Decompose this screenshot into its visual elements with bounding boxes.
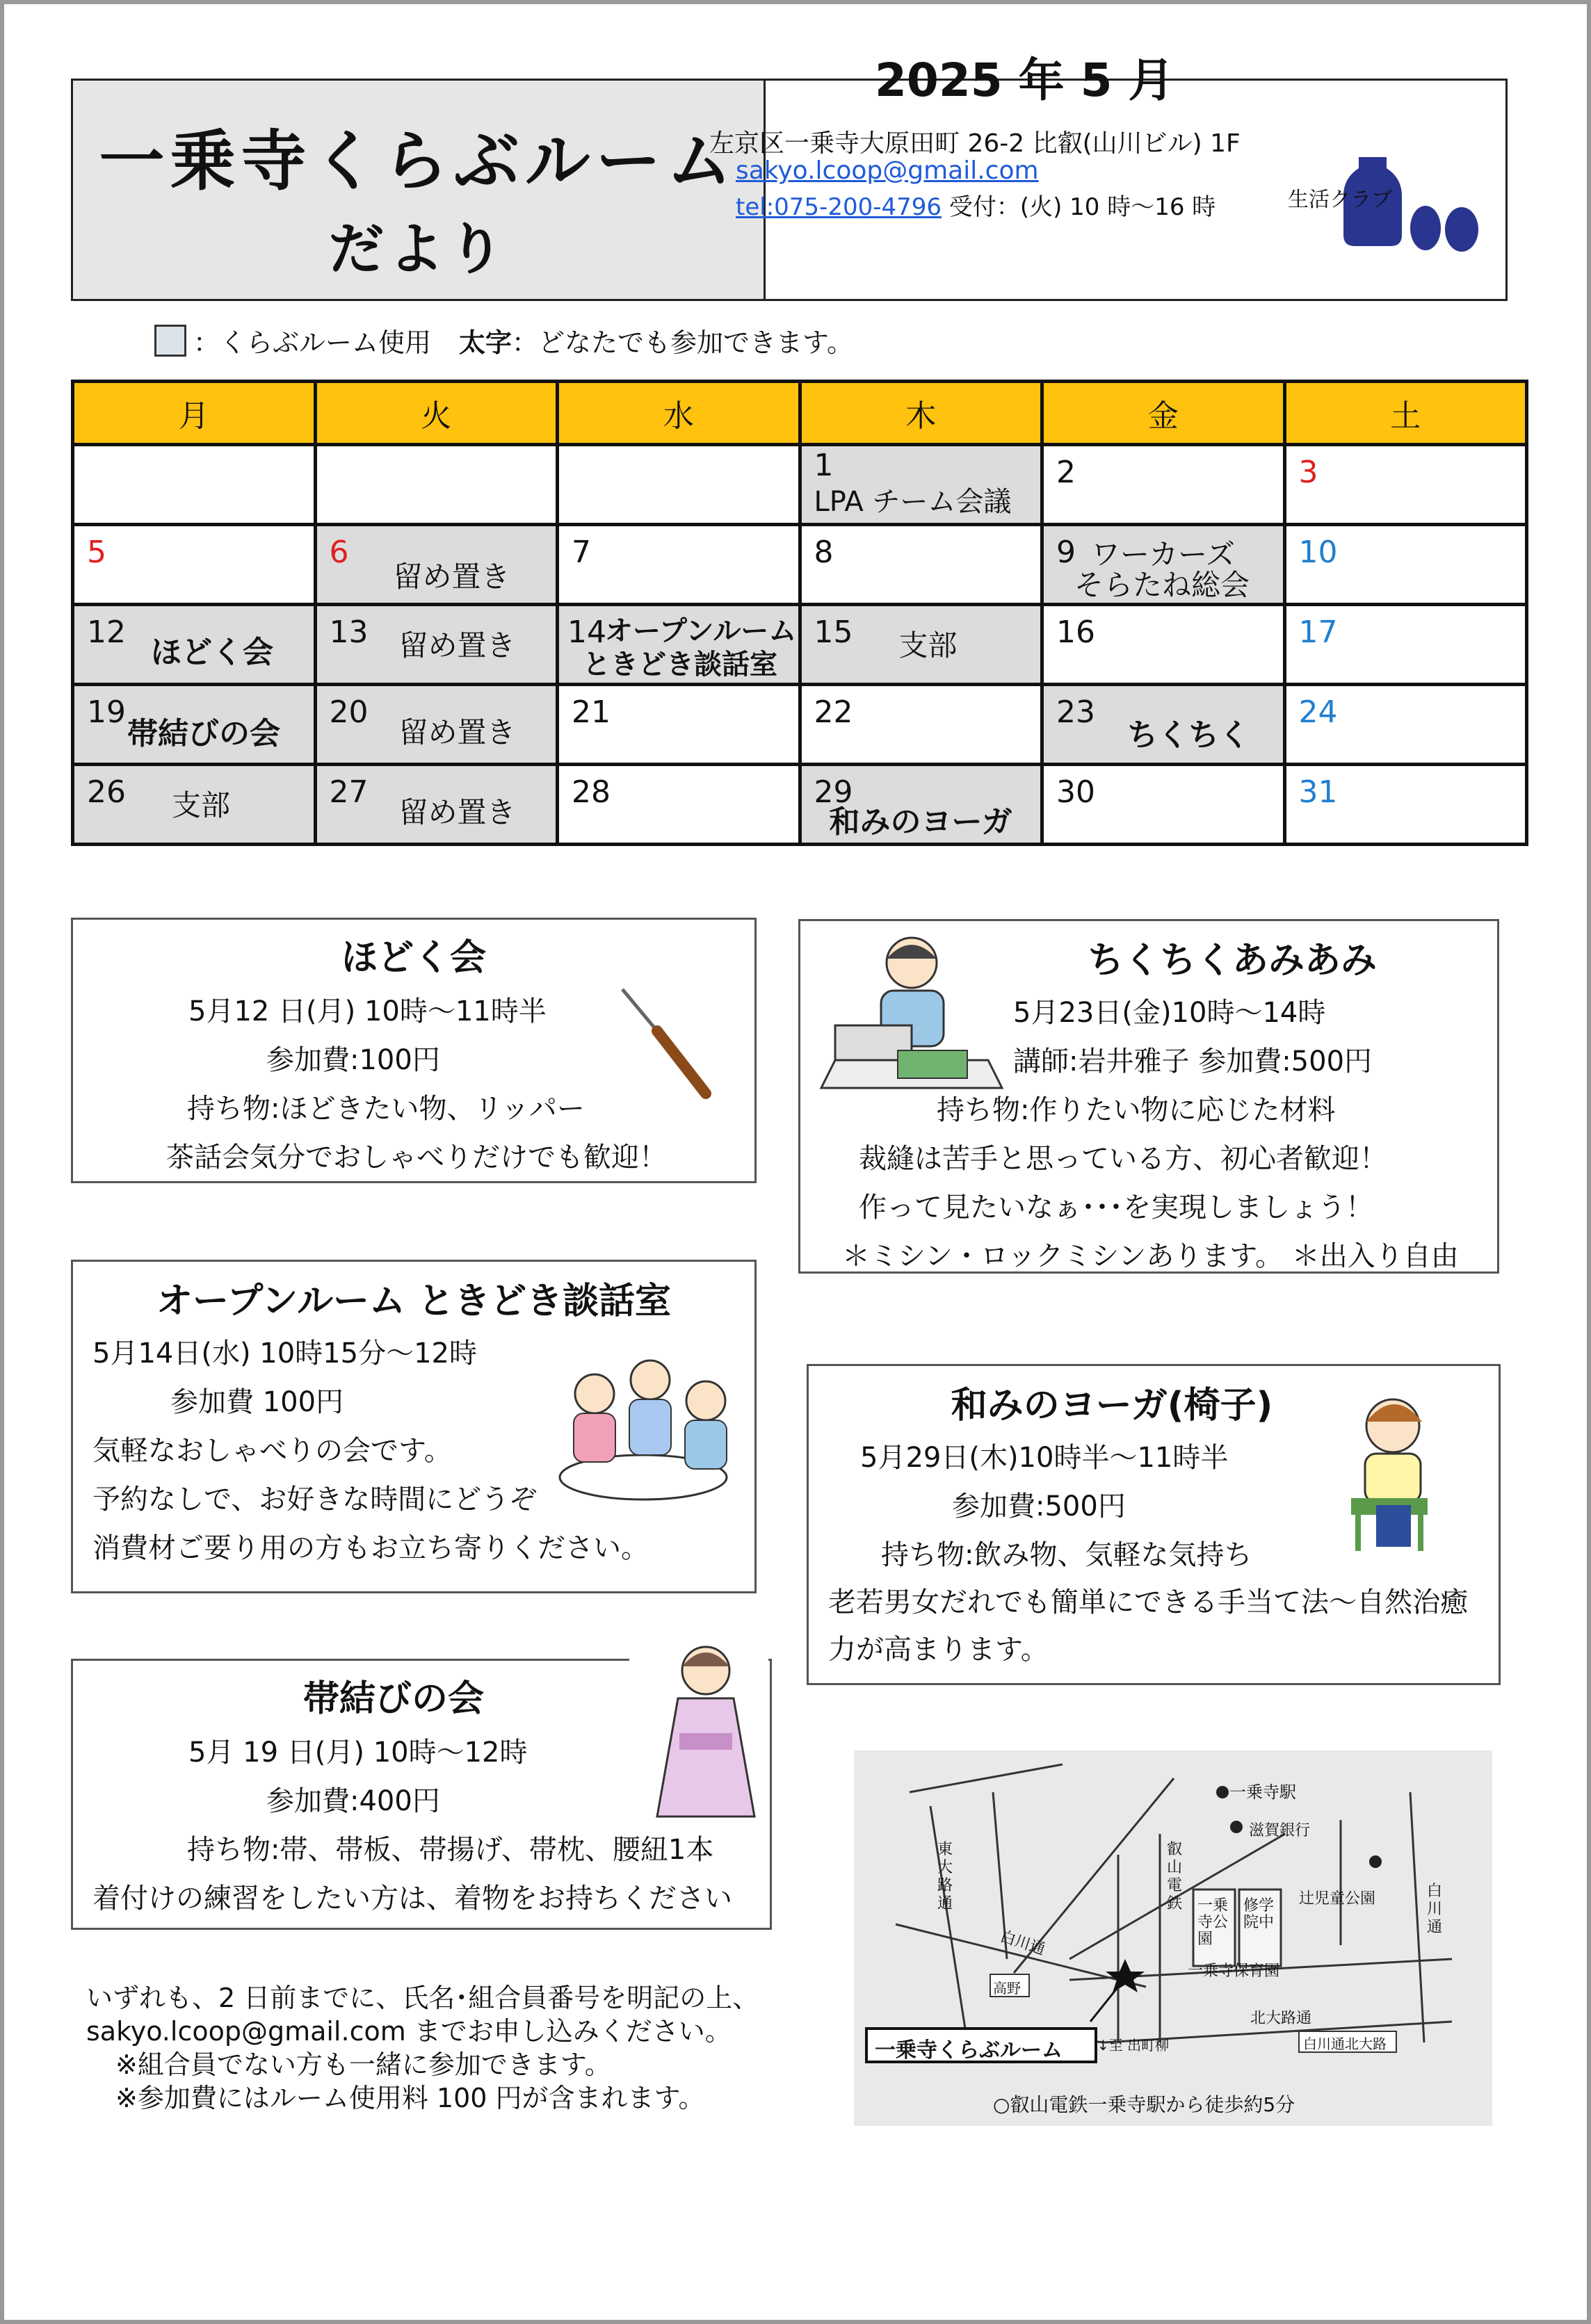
day-number: 23 <box>1056 694 1095 730</box>
day-number: 5 <box>87 535 106 570</box>
calendar-cell <box>558 445 800 525</box>
calendar-cell <box>1042 525 1285 605</box>
openroom-title: オープンルーム ときどき談話室 <box>156 1281 672 1322</box>
calendar-event: 支部 <box>172 788 231 822</box>
calendar-cell <box>315 525 558 605</box>
map-station-label: 一乗寺駅 <box>1229 1782 1296 1802</box>
sewing-person-icon <box>814 928 1009 1095</box>
yoga-box <box>807 1364 1501 1685</box>
calendar-cell <box>73 445 316 525</box>
map-roads <box>854 1750 1492 2126</box>
issue-month: 2025 年 5 月 <box>875 54 1174 107</box>
calendar-event: 和みのヨーガ <box>829 804 1012 840</box>
openroom-line3: 消費材ご要り用の方もお立ち寄りください。 <box>92 1532 649 1564</box>
hodoku-note: 茶話会気分でおしゃべりだけでも歓迎！ <box>166 1141 667 1173</box>
weekday-thu: 木 <box>800 382 1042 445</box>
weekday-fri: 金 <box>1042 382 1285 445</box>
calendar-cell <box>1042 765 1285 845</box>
calendar-cell <box>1284 445 1527 525</box>
email-link[interactable]: sakyo.lcoop@gmail.com <box>736 156 1039 185</box>
hodoku-title: ほどく会 <box>341 937 486 979</box>
logo-caption: 生活クラブ <box>1288 188 1392 212</box>
day-number: 17 <box>1298 615 1338 650</box>
chikuchiku-note2: 作って見たいなぁ･･･を実現しましょう！ <box>859 1192 1373 1224</box>
calendar-cell <box>1284 765 1527 845</box>
calendar-cell <box>800 525 1042 605</box>
map-bank-label: 滋賀銀行 <box>1249 1822 1311 1839</box>
calendar-cell <box>315 765 558 845</box>
calendar-event: 帯結びの会 <box>127 716 280 751</box>
map-park2-label: 辻児童公園 <box>1299 1890 1376 1908</box>
calendar-event: ワーカーズ <box>1091 537 1236 571</box>
map-takano-label: 高野 <box>993 1980 1021 1997</box>
calendar-cell <box>73 685 316 765</box>
openroom-line2: 予約なしで、お好きな時間にどうぞ <box>92 1484 538 1516</box>
chikuchiku-date: 5月23日(金)10時～14時 <box>1013 997 1326 1029</box>
map-shirakawa-vertical-label: 白川通 <box>1427 1883 1443 1936</box>
obi-box <box>71 1659 772 1930</box>
footer-line: ※組合員でない方も一緒に参加できます。 <box>115 2049 611 2080</box>
kimono-woman-icon <box>629 1636 768 1823</box>
obi-fee: 参加費:400円 <box>266 1785 440 1817</box>
obi-note: 着付けの練習をしたい方は、着物をお持ちください <box>92 1883 732 1915</box>
obi-title: 帯結びの会 <box>302 1678 484 1720</box>
calendar-event: 支部 <box>898 628 958 663</box>
day-number: 30 <box>1056 774 1095 810</box>
calendar-event: ほどく会 <box>151 635 273 670</box>
hodoku-items: 持ち物:ほどきたい物、リッパー <box>187 1093 585 1125</box>
access-map <box>854 1750 1492 2126</box>
calendar-event-line2: そらたね総会 <box>1074 568 1250 602</box>
calendar-week <box>73 685 1527 765</box>
calendar-week <box>73 525 1527 605</box>
calendar-cell <box>315 605 558 685</box>
calendar-cell <box>1042 605 1285 685</box>
day-number: 1 <box>814 448 834 483</box>
calendar-event: ちくちく <box>1127 717 1250 753</box>
legend <box>154 321 853 359</box>
yoga-line1: 老若男女だれでも簡単にできる手当て法～自然治癒 <box>828 1586 1468 1618</box>
calendar-event: 留め置き <box>398 715 516 749</box>
calendar-cell <box>800 605 1042 685</box>
day-number: 2 <box>1056 455 1076 490</box>
calendar-cell <box>1284 605 1527 685</box>
map-nursery-label: 一乗寺保育園 <box>1188 1963 1280 1980</box>
day-number: 6 <box>329 535 349 570</box>
chikuchiku-items: 持ち物:作りたい物に応じた材料 <box>937 1094 1336 1126</box>
day-number: 26 <box>87 774 126 810</box>
chikuchiku-teacher: 講師:岩井雅子 参加費:500円 <box>1013 1046 1373 1078</box>
calendar-event: LPA チーム会議 <box>814 486 1012 518</box>
chair-yoga-icon <box>1316 1387 1455 1554</box>
day-number: 8 <box>814 535 834 570</box>
calendar-event: オープンルーム <box>605 615 797 647</box>
calendar-event: 留め置き <box>398 795 516 829</box>
calendar-cell <box>1042 445 1285 525</box>
yoga-fee: 参加費:500円 <box>952 1490 1126 1522</box>
calendar-event: 留め置き <box>393 560 510 594</box>
day-number: 28 <box>572 774 611 810</box>
chikuchiku-note1: 裁縫は苦手と思っている方、初心者歓迎！ <box>859 1143 1387 1175</box>
calendar-cell <box>1284 525 1527 605</box>
day-number: 27 <box>329 774 369 810</box>
newsletter-title: 一乗寺くらぶルーム <box>99 123 738 200</box>
day-number: 31 <box>1298 774 1338 810</box>
day-number: 7 <box>572 535 591 570</box>
day-number: 29 <box>814 774 853 810</box>
calendar-event-line2: ときどき談話室 <box>583 649 777 681</box>
map-eiden-label: 叡山電鉄 <box>1167 1841 1183 1912</box>
day-number: 24 <box>1298 694 1338 730</box>
map-demachi-label: ↓至 出町柳 <box>1097 2037 1170 2054</box>
openroom-line1: 気軽なおしゃべりの会です。 <box>92 1435 452 1467</box>
calendar-event: 留め置き <box>398 628 516 663</box>
newsletter-subtitle: だより <box>328 216 508 282</box>
day-number: 13 <box>329 615 369 650</box>
contact-row <box>736 188 1216 222</box>
map-kitaoji2-label: 白川通北大路 <box>1303 2035 1387 2052</box>
calendar-week <box>73 445 1527 525</box>
footer-notes <box>86 1981 759 2115</box>
seam-ripper-icon <box>615 982 720 1107</box>
legend-bold-label: 太字 <box>459 327 512 358</box>
obi-items: 持ち物:帯、帯板、帯揚げ、帯枕、腰紐1本 <box>187 1834 714 1866</box>
chikuchiku-box <box>798 919 1499 1274</box>
calendar-cell <box>73 765 316 845</box>
calendar-cell <box>73 605 316 685</box>
legend-room-use: ：くらぶルーム使用 <box>193 327 432 358</box>
day-number: 10 <box>1298 535 1338 570</box>
calendar-cell <box>800 685 1042 765</box>
legend-gray-box <box>154 325 186 357</box>
map-kitaoji-label: 北大路通 <box>1250 2010 1312 2027</box>
calendar-cell <box>558 765 800 845</box>
calendar-header-row <box>73 382 1527 445</box>
day-number: 15 <box>814 615 853 650</box>
chikuchiku-note3: ＊ミシン・ロックミシンあります。 ＊出入り自由 <box>842 1240 1459 1272</box>
header-title-panel <box>73 81 766 299</box>
calendar-cell <box>315 685 558 765</box>
calendar-cell <box>1042 685 1285 765</box>
tea-party-icon <box>546 1345 748 1505</box>
day-number: 20 <box>329 694 369 730</box>
address: 左京区一乗寺大原田町 26-2 比叡(山川ビル) 1F <box>709 129 1241 158</box>
yoga-title: 和みのヨーガ(椅子) <box>951 1385 1273 1427</box>
hodoku-date: 5月12 日(月) 10時～11時半 <box>188 996 547 1027</box>
chikuchiku-title: ちくちくあみあみ <box>1087 940 1377 982</box>
reception-hours: 受付：(火) 10 時～16 時 <box>948 193 1216 221</box>
map-park-label: 一乗寺公園 <box>1197 1897 1229 1948</box>
calendar-cell <box>558 685 800 765</box>
calendar-week <box>73 605 1527 685</box>
yoga-items: 持ち物:飲み物、気軽な気持ち <box>881 1539 1252 1571</box>
calendar-cell <box>558 525 800 605</box>
day-number: 19 <box>87 694 126 730</box>
openroom-box <box>71 1260 757 1593</box>
obi-date: 5月 19 日(月) 10時～12時 <box>188 1737 528 1769</box>
calendar-cell <box>800 445 1042 525</box>
tel-link[interactable]: tel:075-200-4796 <box>736 193 942 221</box>
hodoku-box <box>71 918 757 1183</box>
map-school-label: 修学院中 <box>1243 1897 1275 1931</box>
day-number: 22 <box>814 694 853 730</box>
weekday-wed: 水 <box>558 382 800 445</box>
day-number: 3 <box>1298 455 1318 490</box>
footer-line: いずれも、2 日前までに、氏名･組合員番号を明記の上、 <box>86 1983 759 2013</box>
calendar-cell <box>73 525 316 605</box>
calendar-cell <box>1284 685 1527 765</box>
footer-line: ※参加費にはルーム使用料 100 円が含まれます。 <box>115 2083 705 2113</box>
calendar-table <box>71 380 1528 846</box>
day-number: 16 <box>1056 615 1095 650</box>
map-shirakawa-label: 白川通 <box>998 1928 1047 1959</box>
weekday-tue: 火 <box>315 382 558 445</box>
calendar-cell <box>315 445 558 525</box>
day-number: 14 <box>567 615 606 650</box>
hodoku-fee: 参加費:100円 <box>266 1044 440 1076</box>
weekday-mon: 月 <box>73 382 316 445</box>
calendar-week <box>73 765 1527 845</box>
yoga-date: 5月29日(木)10時半～11時半 <box>860 1442 1229 1474</box>
map-clubroom-label: 一乗寺くらぶルーム <box>875 2038 1063 2063</box>
day-number: 9 <box>1056 535 1076 570</box>
weekday-sat: 土 <box>1284 382 1527 445</box>
legend-bold-text: ：どなたでも参加できます。 <box>512 327 853 358</box>
yoga-line2: 力が高まります。 <box>828 1634 1049 1666</box>
map-caption: ○叡山電鉄一乗寺駅から徒歩約5分 <box>993 2093 1295 2116</box>
day-number: 21 <box>572 694 611 730</box>
footer-line: sakyo.lcoop@gmail.com までお申し込みください。 <box>86 2016 732 2047</box>
map-higashioji-label: 東大路通 <box>937 1841 953 1912</box>
openroom-date: 5月14日(水) 10時15分～12時 <box>92 1338 477 1370</box>
calendar-cell <box>558 605 800 685</box>
openroom-fee: 参加費 100円 <box>170 1386 344 1418</box>
day-number: 12 <box>87 615 126 650</box>
calendar-cell <box>800 765 1042 845</box>
